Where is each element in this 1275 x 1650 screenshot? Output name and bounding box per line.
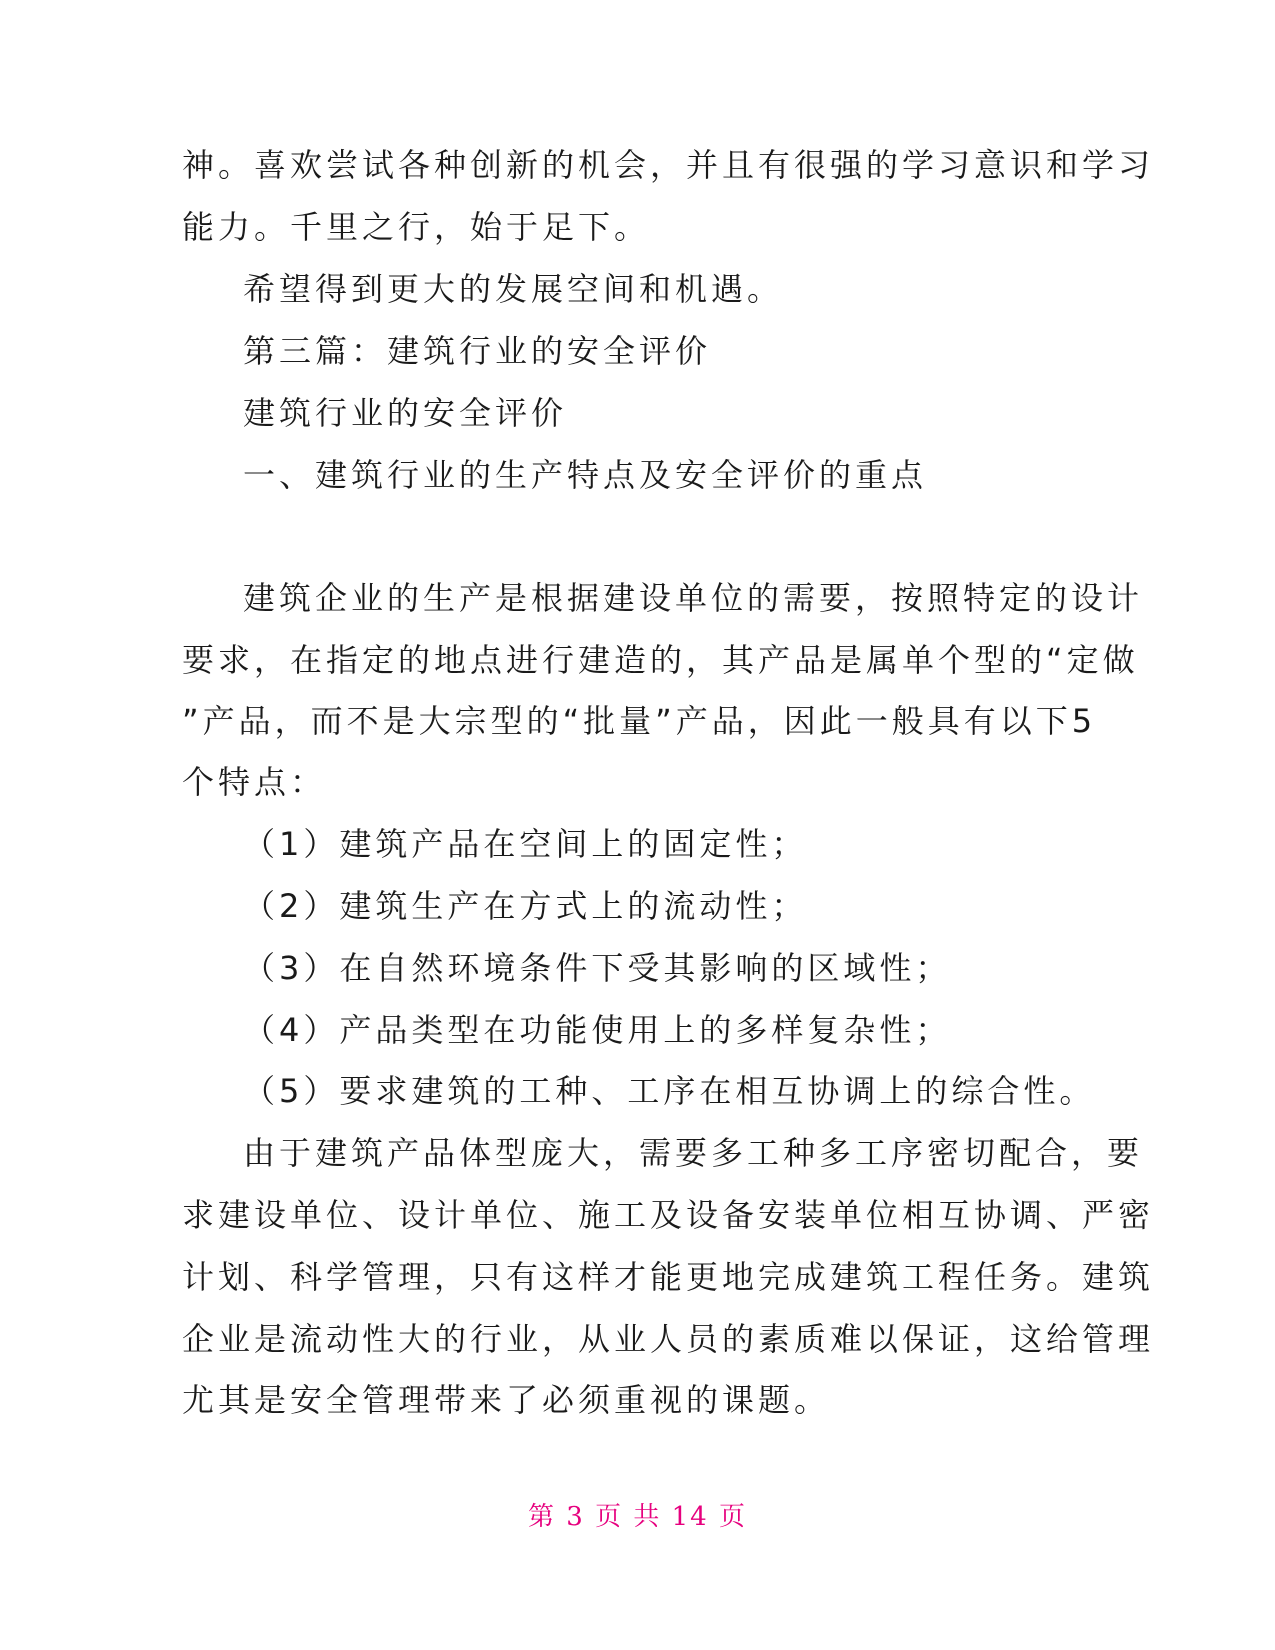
list-item: （2）建筑生产在方式上的流动性； [243,887,808,925]
body-text-line: 要求，在指定的地点进行建造的，其产品是属单个型的“定做 [182,641,1139,679]
body-text-line: 希望得到更大的发展空间和机遇。 [243,270,784,308]
body-text-line: 求建设单位、设计单位、施工及设备安装单位相互协调、严密 [182,1196,1155,1234]
page-number-footer: 第 3 页 共 14 页 [528,1502,747,1532]
body-text-line: 建筑企业的生产是根据建设单位的需要，按照特定的设计 [243,579,1144,617]
list-item: （1）建筑产品在空间上的固定性； [243,825,808,863]
body-text-line: 能力。千里之行，始于足下。 [182,208,651,246]
list-item: （5）要求建筑的工种、工序在相互协调上的综合性。 [243,1072,1096,1110]
section-subtitle: 建筑行业的安全评价 [243,394,568,432]
section-title: 第三篇：建筑行业的安全评价 [243,332,712,370]
body-text-line: ”产品，而不是大宗型的“批量”产品，因此一般具有以下5 [182,702,1097,740]
body-text-line: 神。喜欢尝试各种创新的机会，并且有很强的学习意识和学习 [182,146,1155,184]
list-item: （3）在自然环境条件下受其影响的区域性； [243,949,952,987]
body-text-line: 计划、科学管理，只有这样才能更地完成建筑工程任务。建筑 [182,1258,1155,1296]
body-text-line: 个特点： [182,763,327,801]
body-text-line: 企业是流动性大的行业，从业人员的素质难以保证，这给管理 [182,1320,1155,1358]
section-heading: 一、建筑行业的生产特点及安全评价的重点 [243,456,928,494]
body-text-line: 由于建筑产品体型庞大，需要多工种多工序密切配合，要 [243,1134,1144,1172]
list-item: （4）产品类型在功能使用上的多样复杂性； [243,1011,952,1049]
body-text-line: 尤其是安全管理带来了必须重视的课题。 [182,1381,831,1419]
